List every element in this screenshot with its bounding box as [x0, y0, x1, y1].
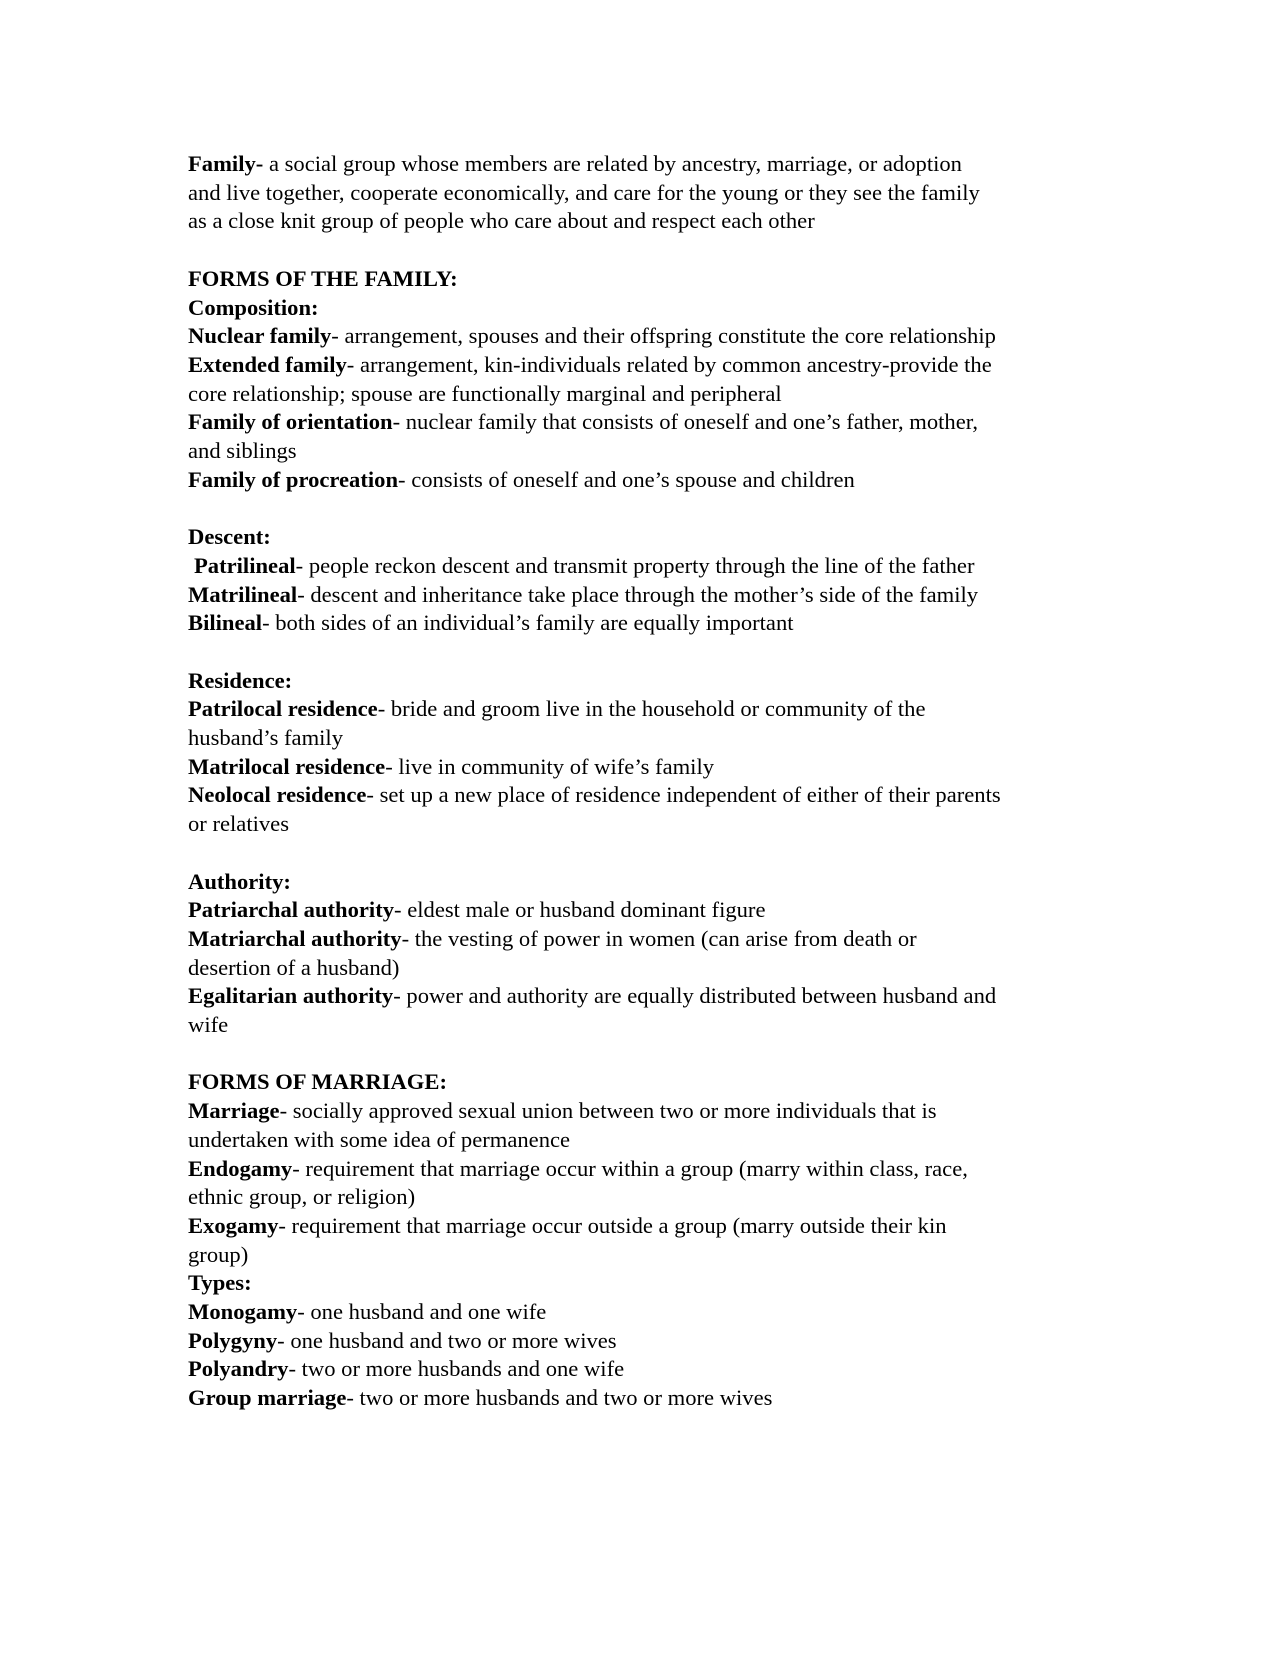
marriage-text-2: undertaken with some idea of permanence	[188, 1126, 571, 1152]
family-of-procreation-entry	[188, 466, 1108, 495]
neolocal-text-2: or relatives	[188, 811, 289, 837]
marriage-text-1: - socially approved sexual union between two or more individuals that is	[279, 1098, 937, 1124]
endogamy-term: Endogamy	[188, 1155, 293, 1181]
exogamy-text-1: - requirement that marriage occur outside a group (marry outside their kin	[278, 1212, 947, 1238]
group-marriage-entry	[188, 1384, 1108, 1413]
group-marriage-text: - two or more husbands and two or more wives	[346, 1385, 773, 1411]
patrilocal-text-1: - bride and groom live in the household or community of the	[377, 696, 926, 722]
patrilocal-entry	[188, 695, 1108, 724]
neolocal-entry	[188, 781, 1108, 810]
composition-heading: Composition:	[188, 294, 319, 320]
patrilineal-entry	[188, 552, 1108, 581]
polyandry-term: Polyandry	[188, 1356, 289, 1382]
family-of-orientation-term: Family of orientation	[188, 409, 393, 435]
matriarchal-text-2: desertion of a husband)	[188, 954, 400, 980]
matriarchal-term: Matriarchal authority	[188, 925, 402, 951]
patriarchal-term: Patriarchal authority	[188, 897, 395, 923]
monogamy-entry	[188, 1298, 1108, 1327]
polygyny-text: - one husband and two or more wives	[277, 1327, 617, 1353]
extended-family-term: Extended family	[188, 351, 347, 377]
document-page	[188, 150, 1108, 1413]
family-of-orientation-entry	[188, 408, 1108, 437]
polyandry-entry	[188, 1355, 1108, 1384]
types-heading: Types:	[188, 1270, 252, 1296]
family-of-orientation-text-1: - nuclear family that consists of oneself and one’s father, mother,	[392, 409, 979, 435]
matrilocal-text: - live in community of wife’s family	[385, 753, 715, 779]
matrilocal-term: Matrilocal residence	[188, 753, 386, 779]
spacer	[188, 494, 1108, 523]
marriage-entry	[188, 1097, 1108, 1126]
extended-family-text-1: - arrangement, kin-individuals related by common ancestry-provide the	[346, 351, 992, 377]
spacer	[188, 638, 1108, 667]
bilineal-entry	[188, 609, 1108, 638]
matrilineal-entry	[188, 581, 1108, 610]
spacer	[188, 839, 1108, 868]
patriarchal-entry	[188, 896, 1108, 925]
polygyny-entry	[188, 1327, 1108, 1356]
patrilocal-text-2: husband’s family	[188, 725, 344, 751]
monogamy-term: Monogamy	[188, 1299, 298, 1325]
family-definition-line-1	[188, 150, 1108, 179]
endogamy-text-2: ethnic group, or religion)	[188, 1184, 416, 1210]
family-term: Family-	[188, 151, 264, 176]
exogamy-text-2: group)	[188, 1241, 249, 1267]
descent-heading: Descent:	[188, 524, 271, 550]
matriarchal-text-1: - the vesting of power in women (can arise from death or	[401, 925, 917, 951]
endogamy-entry	[188, 1155, 1108, 1184]
group-marriage-term: Group marriage	[188, 1385, 347, 1411]
endogamy-text-1: - requirement that marriage occur within a group (marry within class, race,	[292, 1155, 968, 1181]
nuclear-family-entry	[188, 322, 1108, 351]
exogamy-entry	[188, 1212, 1108, 1241]
extended-family-text-2: core relationship; spouse are functionally marginal and peripheral	[188, 380, 782, 406]
authority-heading: Authority:	[188, 868, 291, 894]
matrilocal-entry	[188, 753, 1108, 782]
neolocal-term: Neolocal residence	[188, 782, 367, 808]
nuclear-family-text: - arrangement, spouses and their offspring constitute the core relationship	[331, 323, 996, 349]
matrilineal-text: - descent and inheritance take place through the mother’s side of the family	[297, 581, 979, 607]
exogamy-term: Exogamy	[188, 1212, 279, 1238]
egalitarian-term: Egalitarian authority	[188, 983, 394, 1009]
matriarchal-entry	[188, 925, 1108, 954]
patrilineal-term: Patrilineal	[194, 552, 296, 578]
bilineal-text: - both sides of an individual’s family are equally important	[262, 610, 794, 636]
marriage-term: Marriage	[188, 1098, 280, 1124]
family-definition-line-3: as a close knit group of people who care about and respect each other	[188, 208, 815, 234]
egalitarian-entry	[188, 982, 1108, 1011]
residence-heading: Residence:	[188, 667, 293, 693]
family-definition-line-2: and live together, cooperate economically, and care for the young or they see the family	[188, 179, 980, 205]
egalitarian-text-1: - power and authority are equally distributed between husband and	[393, 983, 997, 1009]
extended-family-entry	[188, 351, 1108, 380]
forms-of-marriage-heading: FORMS OF MARRIAGE:	[188, 1069, 447, 1095]
egalitarian-text-2: wife	[188, 1012, 229, 1038]
monogamy-text: - one husband and one wife	[297, 1299, 547, 1325]
spacer	[188, 1040, 1108, 1069]
neolocal-text-1: - set up a new place of residence independent of either of their parents	[366, 782, 1001, 808]
forms-of-family-heading: FORMS OF THE FAMILY:	[188, 265, 458, 291]
patrilineal-text: - people reckon descent and transmit property through the line of the father	[295, 552, 975, 578]
matrilineal-term: Matrilineal	[188, 581, 298, 607]
family-of-procreation-text: - consists of oneself and one’s spouse and children	[398, 466, 855, 492]
family-of-orientation-text-2: and siblings	[188, 438, 297, 464]
patrilocal-term: Patrilocal residence	[188, 696, 378, 722]
family-of-procreation-term: Family of procreation	[188, 466, 399, 492]
patriarchal-text: - eldest male or husband dominant figure	[394, 897, 766, 923]
family-definition-text-1: a social group whose members are related by ancestry, marriage, or adoption	[263, 151, 962, 176]
polygyny-term: Polygyny	[188, 1327, 278, 1353]
polyandry-text: - two or more husbands and one wife	[288, 1356, 625, 1382]
nuclear-family-term: Nuclear family	[188, 323, 332, 349]
bilineal-term: Bilineal	[188, 610, 263, 636]
spacer	[188, 236, 1108, 265]
